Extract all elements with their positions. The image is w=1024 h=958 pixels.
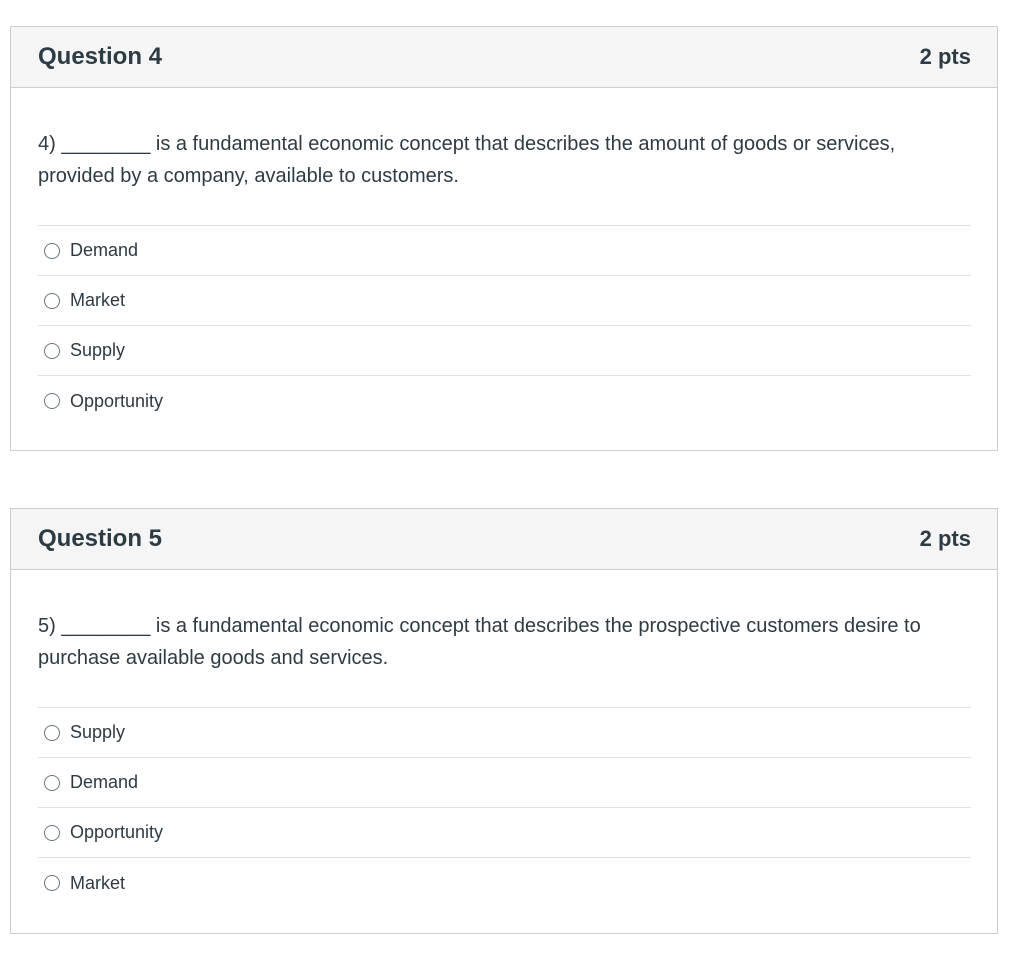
answer-option[interactable] [38, 226, 971, 276]
question-text: 4) ________ is a fundamental economic concept that describes the amount of goods or services, provided by a company, available to customers. [38, 133, 896, 187]
answer-option[interactable] [38, 276, 971, 326]
question-text: 5) ________ is a fundamental economic concept that describes the prospective customers desire to purchase available goods and services. [38, 615, 921, 669]
radio-button[interactable] [44, 293, 60, 309]
answer-option[interactable] [38, 708, 971, 758]
answer-option[interactable] [38, 326, 971, 376]
radio-button[interactable] [44, 243, 60, 259]
answer-option[interactable] [38, 808, 971, 858]
answer-option[interactable] [38, 858, 971, 908]
question-title: Question 4 [38, 43, 163, 70]
radio-button[interactable] [44, 393, 60, 409]
answer-label: Supply [70, 340, 126, 360]
answer-label: Opportunity [70, 822, 164, 842]
question-5-card [10, 508, 998, 934]
answer-label: Supply [70, 722, 126, 742]
question-points: 2 pts [919, 44, 971, 69]
answer-list [38, 225, 971, 426]
radio-button[interactable] [44, 725, 60, 741]
radio-button[interactable] [44, 825, 60, 841]
question-4-card [10, 26, 998, 451]
question-title: Question 5 [38, 525, 163, 552]
answer-label: Opportunity [70, 390, 164, 411]
question-header [11, 27, 997, 88]
question-points: 2 pts [919, 526, 971, 551]
radio-button[interactable] [44, 775, 60, 791]
answer-option[interactable] [38, 758, 971, 808]
answer-list [38, 707, 971, 908]
answer-option[interactable] [38, 376, 971, 426]
radio-button[interactable] [44, 875, 60, 891]
answer-label: Market [70, 872, 126, 893]
question-header [11, 509, 997, 570]
answer-label: Demand [70, 772, 139, 792]
radio-button[interactable] [44, 343, 60, 359]
answer-label: Demand [70, 240, 139, 260]
answer-label: Market [70, 290, 126, 310]
